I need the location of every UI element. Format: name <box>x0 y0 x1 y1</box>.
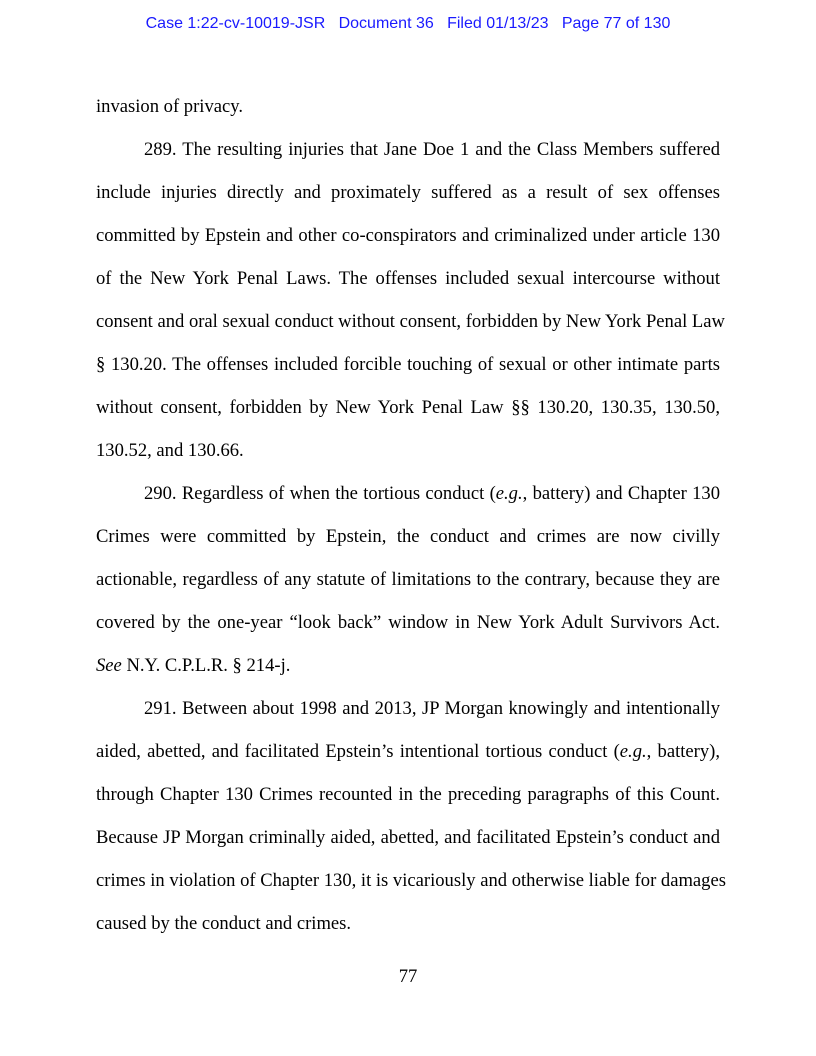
text-run: aided, abetted, and facilitated Epstein’s intentional tortious conduct ( <box>96 741 620 762</box>
paragraph-291-line: caused by the conduct and crimes. <box>96 913 352 934</box>
paragraph-291-line <box>96 741 720 763</box>
text-run: 290. Regardless of when the tortious conduct ( <box>144 483 496 504</box>
paragraph-289-line: consent and oral sexual conduct without consent, forbidden by New York Penal Law <box>96 311 725 332</box>
paragraph-290-line: covered by the one-year “look back” window in New York Adult Survivors Act. <box>96 612 720 633</box>
paragraph-290-line <box>144 483 720 505</box>
paragraph-289-line: of the New York Penal Laws. The offenses included sexual intercourse without <box>96 268 720 289</box>
italic-run: See <box>96 655 122 676</box>
italic-run: e.g. <box>619 741 647 762</box>
paragraph-291-line: through Chapter 130 Crimes recounted in the preceding paragraphs of this Count. <box>96 784 720 805</box>
paragraph-289-line: include injuries directly and proximately suffered as a result of sex offenses <box>96 182 720 203</box>
paragraph-289-line: without consent, forbidden by New York Penal Law §§ 130.20, 130.35, 130.50, <box>96 397 720 418</box>
paragraph-290-line: actionable, regardless of any statute of limitations to the contrary, because they are <box>96 569 720 590</box>
paragraph-291-line: Because JP Morgan criminally aided, abetted, and facilitated Epstein’s conduct and <box>96 827 720 848</box>
paragraph-290-line <box>96 655 720 677</box>
page-number: 77 <box>398 966 418 987</box>
case-header: Case 1:22-cv-10019-JSR Document 36 Filed 01/13/23 Page 77 of 130 <box>145 15 671 32</box>
paragraph-289-line: § 130.20. The offenses included forcible touching of sexual or other intimate parts <box>96 354 720 375</box>
paragraph-291-line: crimes in violation of Chapter 130, it is vicariously and otherwise liable for damages <box>96 870 726 891</box>
paragraph-289-line: 289. The resulting injuries that Jane Doe 1 and the Class Members suffered <box>144 139 720 160</box>
paragraph-289-line: 130.52, and 130.66. <box>96 440 244 461</box>
text-run: , battery), <box>646 741 720 762</box>
text-run: N.Y. C.P.L.R. § 214-j. <box>121 655 291 676</box>
body-line: invasion of privacy. <box>96 96 243 117</box>
text-run: , battery) and Chapter 130 <box>522 483 720 504</box>
paragraph-290-line: Crimes were committed by Epstein, the conduct and crimes are now civilly <box>96 526 720 547</box>
paragraph-289-line: committed by Epstein and other co-conspirators and criminalized under article 130 <box>96 225 720 246</box>
italic-run: e.g. <box>495 483 523 504</box>
paragraph-291-line: 291. Between about 1998 and 2013, JP Morgan knowingly and intentionally <box>144 698 720 719</box>
